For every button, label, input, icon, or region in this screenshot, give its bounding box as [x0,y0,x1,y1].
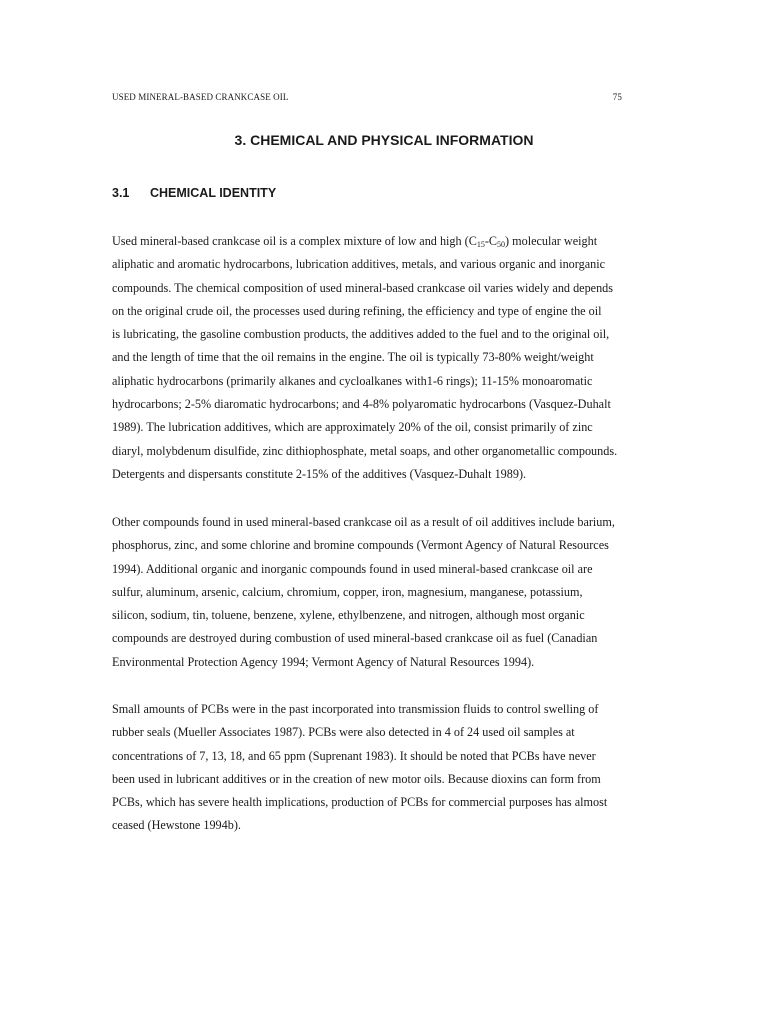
paragraph-line: Environmental Protection Agency 1994; Vermont Agency of Natural Resources 1994). [112,654,535,669]
paragraph-line: Other compounds found in used mineral-based crankcase oil as a result of oil additives include barium, [112,515,615,529]
section-heading [112,186,276,200]
paragraph-chemical-composition [112,230,664,486]
paragraph-line: Small amounts of PCBs were in the past incorporated into transmission fluids to control swelling of [112,702,599,716]
paragraph-line: aliphatic hydrocarbons (primarily alkanes and cycloalkanes with1-6 rings); 11-15% monoaromatic [112,373,593,388]
paragraph-line: diaryl, molybdenum disulfide, zinc dithiophosphate, metal soaps, and other organometallic compounds. [112,443,618,458]
text-run: ) molecular weight [505,234,598,248]
paragraph-line: phosphorus, zinc, and some chlorine and bromine compounds (Vermont Agency of Natural Resources [112,538,609,553]
paragraph-line: been used in lubricant additives or in the creation of new motor oils. Because dioxins can form from [112,771,601,786]
paragraph-pcbs [112,698,664,838]
text-run: -C [484,234,498,248]
text-run: Used mineral-based crankcase oil is a complex mixture of low and high (C [112,234,477,248]
running-title: USED MINERAL-BASED CRANKCASE OIL [112,92,289,102]
paragraph-line: silicon, sodium, tin, toluene, benzene, xylene, ethylbenzene, and nitrogen, although most organic [112,608,585,623]
paragraph-line: concentrations of 7, 13, 18, and 65 ppm (Suprenant 1983). It should be noted that PCBs have never [112,748,596,763]
paragraph-line: Detergents and dispersants constitute 2-15% of the additives (Vasquez-Duhalt 1989). [112,466,527,481]
paragraph-line: is lubricating, the gasoline combustion products, the additives added to the fuel and to the original oil, [112,327,610,342]
paragraph-line: rubber seals (Mueller Associates 1987). PCBs were also detected in 4 of 24 used oil samples at [112,725,575,740]
page-number: 75 [612,92,622,102]
paragraph-line: compounds. The chemical composition of used mineral-based crankcase oil varies widely and depends [112,280,614,295]
paragraph-line: and the length of time that the oil remains in the engine. The oil is typically 73-80% weight/weight [112,350,594,365]
chapter-title: 3. CHEMICAL AND PHYSICAL INFORMATION [234,132,534,148]
paragraph-line [112,230,664,253]
paragraph-line: 1989). The lubrication additives, which are approximately 20% of the oil, consist primarily of zinc [112,420,593,435]
section-number: 3.1 [112,186,130,200]
paragraph-line: compounds are destroyed during combustion of used mineral-based crankcase oil as fuel (Canadian [112,631,598,646]
paragraph-other-compounds [112,511,664,674]
paragraph-line: hydrocarbons; 2-5% diaromatic hydrocarbons; and 4-8% polyaromatic hydrocarbons (Vasquez-Duhalt [112,397,611,412]
paragraph-line: sulfur, aluminum, arsenic, calcium, chromium, copper, iron, magnesium, manganese, potassium, [112,584,583,599]
section-title: CHEMICAL IDENTITY [150,186,277,200]
subscript: 50 [497,240,506,249]
paragraph-line: on the original crude oil, the processes used during refining, the efficiency and type of engine the oil [112,303,602,318]
paragraph-line: aliphatic and aromatic hydrocarbons, lubrication additives, metals, and various organic and inorganic [112,257,605,272]
paragraph-line: 1994). Additional organic and inorganic compounds found in used mineral-based crankcase oil are [112,561,593,576]
subscript: 15 [476,240,485,249]
paragraph-line: ceased (Hewstone 1994b). [112,818,241,833]
paragraph-line: PCBs, which has severe health implications, production of PCBs for commercial purposes has almost [112,795,608,810]
